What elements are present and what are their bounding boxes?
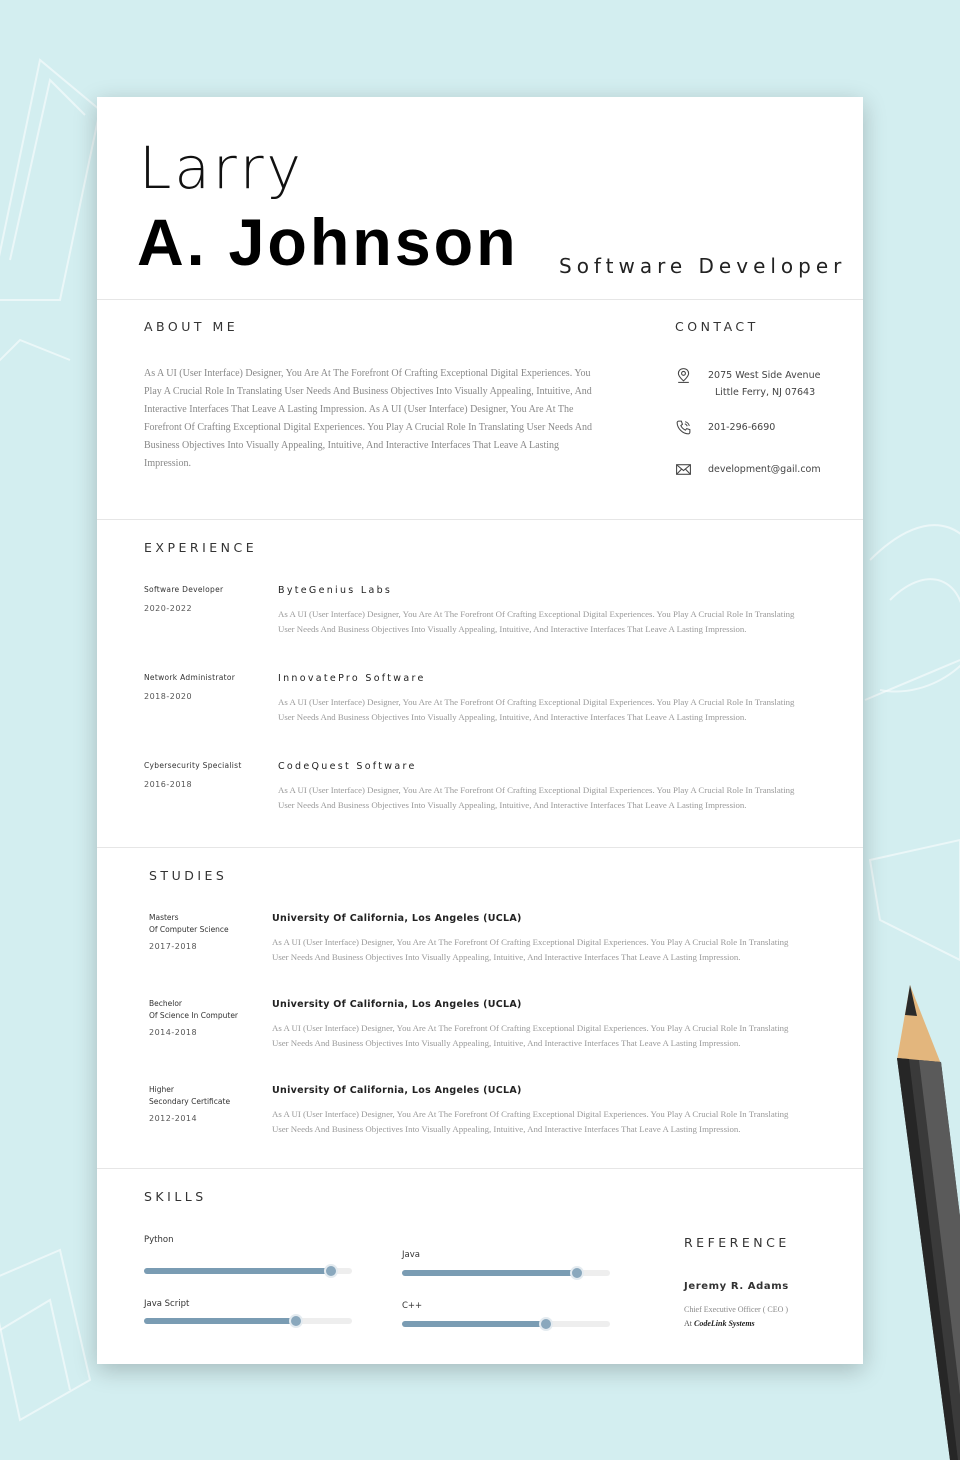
- reference-company-line: [684, 1319, 755, 1328]
- experience-company: ByteGenius Labs: [278, 585, 393, 596]
- last-name: A. Johnson: [137, 205, 519, 279]
- experience-years: 2016-2018: [144, 780, 193, 789]
- contact-email: [675, 461, 821, 478]
- experience-company: InnovatePro Software: [278, 673, 426, 684]
- study-years: 2012-2014: [149, 1114, 198, 1123]
- about-title: ABOUT ME: [144, 319, 239, 334]
- study-description: As A UI (User Interface) Designer, You Are At The Forefront Of Crafting Exceptional Digital Experiences. You Play A Crucial Role In Translating User Needs And Business Objectives Into Visually Appealing, Intuitive, And Interactive Interfaces That Leave A Lasting Impression.: [272, 1109, 789, 1134]
- skill-track: [402, 1321, 610, 1327]
- experience-divider: [97, 847, 863, 848]
- reference-name: Jeremy R. Adams: [684, 1281, 789, 1292]
- study-degree: Higher: [149, 1085, 174, 1094]
- skill-fill: [144, 1268, 331, 1274]
- experience-description: As A UI (User Interface) Designer, You Are At The Forefront Of Crafting Exceptional Digital Experiences. You Play A Crucial Role In Translating User Needs And Business Objectives Into Visually Appealing, Intuitive, And Interactive Interfaces That Leave A Lasting Impression.: [278, 697, 795, 722]
- study-degree: Masters: [149, 913, 179, 922]
- study-years: 2017-2018: [149, 942, 198, 951]
- about-text: As A UI (User Interface) Designer, You Are At The Forefront Of Crafting Exceptional Digital Experiences. You Play A Crucial Role In Translating User Needs And Business Objectives Into Visually Appealing, Intuitive, And Interactive Interfaces That Leave A Lasting Impression. As A UI (User Interface) Designer, You Are At The Forefront Of Crafting Exceptional Digital Experiences. You Play A Crucial Role In Translating User Needs And Business Objectives Into Visually Appealing, Intuitive, And Interactive Interfaces That Leave A Lasting Impression.: [144, 368, 592, 469]
- skill-track: [402, 1270, 610, 1276]
- skill-fill: [144, 1318, 296, 1324]
- skills-title: SKILLS: [144, 1189, 207, 1204]
- contact-address: [675, 367, 820, 401]
- skill-fill: [402, 1270, 577, 1276]
- study-entry: [97, 999, 863, 1079]
- first-name: Larry: [139, 134, 304, 202]
- job-title: Software Developer: [559, 254, 847, 278]
- header-divider: [97, 299, 863, 300]
- study-entry: [97, 913, 863, 993]
- study-years: 2014-2018: [149, 1028, 198, 1037]
- skill-slider-handle[interactable]: [570, 1266, 584, 1280]
- skill-python: [144, 1235, 352, 1275]
- experience-years: 2018-2020: [144, 692, 193, 701]
- study-degree-detail: Of Computer Science: [149, 925, 229, 934]
- experience-title: EXPERIENCE: [144, 540, 258, 555]
- skill-slider-handle[interactable]: [289, 1314, 303, 1328]
- resume-paper: [97, 97, 863, 1364]
- about-divider: [97, 519, 863, 520]
- skill-name: Java: [402, 1250, 420, 1260]
- reference-title: REFERENCE: [684, 1235, 790, 1250]
- address-line1: 2075 West Side Avenue: [708, 370, 821, 381]
- phone-icon: [675, 419, 692, 436]
- studies-divider: [97, 1168, 863, 1169]
- skill-java: [402, 1250, 610, 1290]
- study-school: University Of California, Los Angeles (UCLA): [272, 999, 522, 1010]
- study-degree: Bechelor: [149, 999, 183, 1008]
- studies-title: STUDIES: [149, 868, 228, 883]
- skill-slider-handle[interactable]: [324, 1264, 338, 1278]
- experience-role: Network Administrator: [144, 673, 236, 682]
- address-line2: Little Ferry, NJ 07643: [715, 387, 816, 398]
- skill-name: C++: [402, 1301, 423, 1311]
- study-description: As A UI (User Interface) Designer, You Are At The Forefront Of Crafting Exceptional Digital Experiences. You Play A Crucial Role In Translating User Needs And Business Objectives Into Visually Appealing, Intuitive, And Interactive Interfaces That Leave A Lasting Impression.: [272, 1023, 789, 1048]
- skill-slider-handle[interactable]: [539, 1317, 553, 1331]
- study-entry: [97, 1085, 863, 1165]
- experience-role: Software Developer: [144, 585, 224, 594]
- experience-entry: [97, 585, 863, 665]
- experience-entry: [97, 673, 863, 753]
- skill-cpp: [402, 1301, 610, 1341]
- skill-fill: [402, 1321, 546, 1327]
- study-description: As A UI (User Interface) Designer, You Are At The Forefront Of Crafting Exceptional Digital Experiences. You Play A Crucial Role In Translating User Needs And Business Objectives Into Visually Appealing, Intuitive, And Interactive Interfaces That Leave A Lasting Impression.: [272, 937, 789, 962]
- contact-title: CONTACT: [675, 319, 759, 334]
- skill-javascript: [144, 1299, 352, 1339]
- study-degree-detail: Of Science In Computer: [149, 1011, 239, 1020]
- experience-company: CodeQuest Software: [278, 761, 417, 772]
- skill-name: Python: [144, 1235, 174, 1245]
- experience-description: As A UI (User Interface) Designer, You Are At The Forefront Of Crafting Exceptional Digital Experiences. You Play A Crucial Role In Translating User Needs And Business Objectives Into Visually Appealing, Intuitive, And Interactive Interfaces That Leave A Lasting Impression.: [278, 609, 795, 634]
- location-pin-icon: [675, 367, 692, 384]
- contact-phone: [675, 419, 775, 436]
- experience-years: 2020-2022: [144, 604, 193, 613]
- experience-entry: [97, 761, 863, 841]
- skill-name: Java Script: [144, 1299, 190, 1309]
- study-school: University Of California, Los Angeles (UCLA): [272, 913, 522, 924]
- phone-number[interactable]: 201-296-6690: [708, 422, 776, 433]
- mail-icon: [675, 461, 692, 478]
- experience-role: Cybersecurity Specialist: [144, 761, 242, 770]
- study-school: University Of California, Los Angeles (UCLA): [272, 1085, 522, 1096]
- email-address[interactable]: development@gail.com: [708, 464, 821, 475]
- reference-company: CodeLink Systems: [694, 1319, 755, 1328]
- study-degree-detail: Secondary Certificate: [149, 1097, 231, 1106]
- experience-description: As A UI (User Interface) Designer, You Are At The Forefront Of Crafting Exceptional Digital Experiences. You Play A Crucial Role In Translating User Needs And Business Objectives Into Visually Appealing, Intuitive, And Interactive Interfaces That Leave A Lasting Impression.: [278, 785, 795, 810]
- reference-at: At: [684, 1319, 692, 1328]
- skill-track: [144, 1268, 352, 1274]
- skill-track: [144, 1318, 352, 1324]
- reference-role: Chief Executive Officer ( CEO ): [684, 1305, 789, 1314]
